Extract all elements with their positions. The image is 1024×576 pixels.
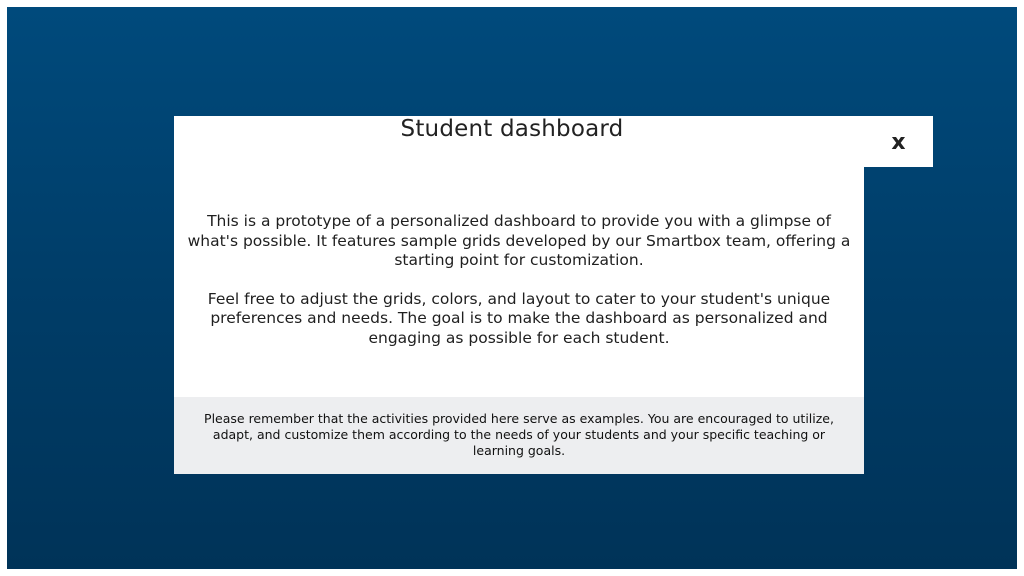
customize-paragraph: Feel free to adjust the grids, colors, and layout to cater to your student's unique preferences and needs. The goal is to make the dashboard as personalized and engaging as possible for each student. <box>207 289 831 347</box>
dialog-body <box>182 212 856 367</box>
intro-paragraph: This is a prototype of a personalized dashboard to provide you with a glimpse of what's possible. It features sample grids developed by our Smartbox team, offering a starting point for customization. <box>187 212 851 269</box>
dialog-footer-note: Please remember that the activities provided here serve as examples. You are encouraged to utilize, adapt, and customize them according to the needs of your students and your specific teaching or learning goals. <box>174 397 864 474</box>
app-background <box>7 7 1017 569</box>
info-dialog <box>174 116 864 474</box>
close-icon[interactable]: x <box>891 129 906 155</box>
dialog-title: Student dashboard <box>400 116 624 142</box>
